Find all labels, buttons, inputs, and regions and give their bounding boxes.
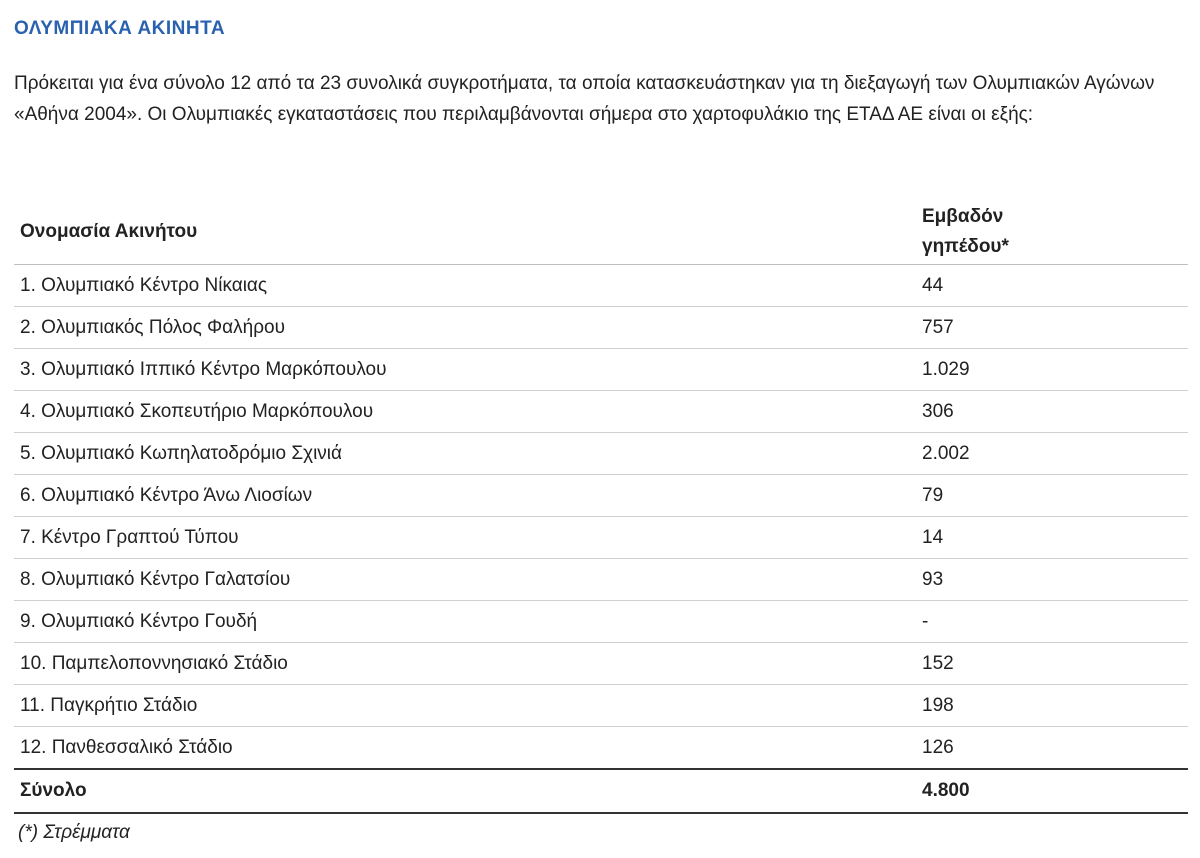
intro-paragraph: Πρόκειται για ένα σύνολο 12 από τα 23 συνολικά συγκροτήματα, τα οποία κατασκευάστηκαν για τη διεξαγωγή των Ολυμπιακών Αγώνων «Αθήνα 2004». Οι Ολυμπιακές εγκαταστάσεις που περιλαμβάνονται σήμερα στο χαρτοφυλάκιο της ΕΤΑΔ ΑΕ είναι οι εξής:: [14, 73, 1155, 125]
footnote: (*) Στρέμματα: [18, 822, 130, 843]
table-row: [14, 307, 1188, 349]
asset-area: -: [916, 601, 1188, 643]
table-row: [14, 349, 1188, 391]
asset-area: 1.029: [916, 349, 1188, 391]
total-area: 4.800: [916, 769, 1188, 813]
asset-name: 2. Ολυμπιακός Πόλος Φαλήρου: [14, 307, 916, 349]
column-header-area-line2: γηπέδου*: [922, 236, 1009, 257]
asset-name: 3. Ολυμπιακό Ιππικό Κέντρο Μαρκόπουλου: [14, 349, 916, 391]
table-row: [14, 265, 1188, 307]
asset-area: 2.002: [916, 433, 1188, 475]
table-row: [14, 727, 1188, 770]
asset-name: 7. Κέντρο Γραπτού Τύπου: [14, 517, 916, 559]
asset-name: 1. Ολυμπιακό Κέντρο Νίκαιας: [14, 265, 916, 307]
table-row: [14, 517, 1188, 559]
asset-area: 79: [916, 475, 1188, 517]
asset-name: 8. Ολυμπιακό Κέντρο Γαλατσίου: [14, 559, 916, 601]
table-row: [14, 601, 1188, 643]
asset-name: 5. Ολυμπιακό Κωπηλατοδρόμιο Σχινιά: [14, 433, 916, 475]
table-row: [14, 391, 1188, 433]
table-row: [14, 685, 1188, 727]
table-row: [14, 559, 1188, 601]
page-title: ΟΛΥΜΠΙΑΚΑ ΑΚΙΝΗΤΑ: [14, 18, 226, 39]
total-label: Σύνολο: [14, 769, 916, 813]
asset-name: 6. Ολυμπιακό Κέντρο Άνω Λιοσίων: [14, 475, 916, 517]
column-header-area-line1: Εμβαδόν: [922, 206, 1004, 227]
asset-area: 14: [916, 517, 1188, 559]
asset-area: 306: [916, 391, 1188, 433]
total-row: [14, 769, 1188, 813]
table-row: [14, 433, 1188, 475]
asset-area: 93: [916, 559, 1188, 601]
column-header-name: [14, 200, 916, 265]
table-row: [14, 475, 1188, 517]
asset-name: 9. Ολυμπιακό Κέντρο Γουδή: [14, 601, 916, 643]
asset-area: 757: [916, 307, 1188, 349]
asset-area: 126: [916, 727, 1188, 770]
table-row: [14, 643, 1188, 685]
column-header-name-label: Ονομασία Ακινήτου: [20, 221, 198, 242]
asset-name: 10. Παμπελοποννησιακό Στάδιο: [14, 643, 916, 685]
olympic-assets-table: [14, 200, 1188, 814]
asset-name: 4. Ολυμπιακό Σκοπευτήριο Μαρκόπουλου: [14, 391, 916, 433]
asset-name: 12. Πανθεσσαλικό Στάδιο: [14, 727, 916, 770]
column-header-area: [916, 200, 1188, 265]
asset-name: 11. Παγκρήτιο Στάδιο: [14, 685, 916, 727]
table-header-row: [14, 200, 1188, 265]
asset-area: 198: [916, 685, 1188, 727]
asset-area: 44: [916, 265, 1188, 307]
asset-area: 152: [916, 643, 1188, 685]
